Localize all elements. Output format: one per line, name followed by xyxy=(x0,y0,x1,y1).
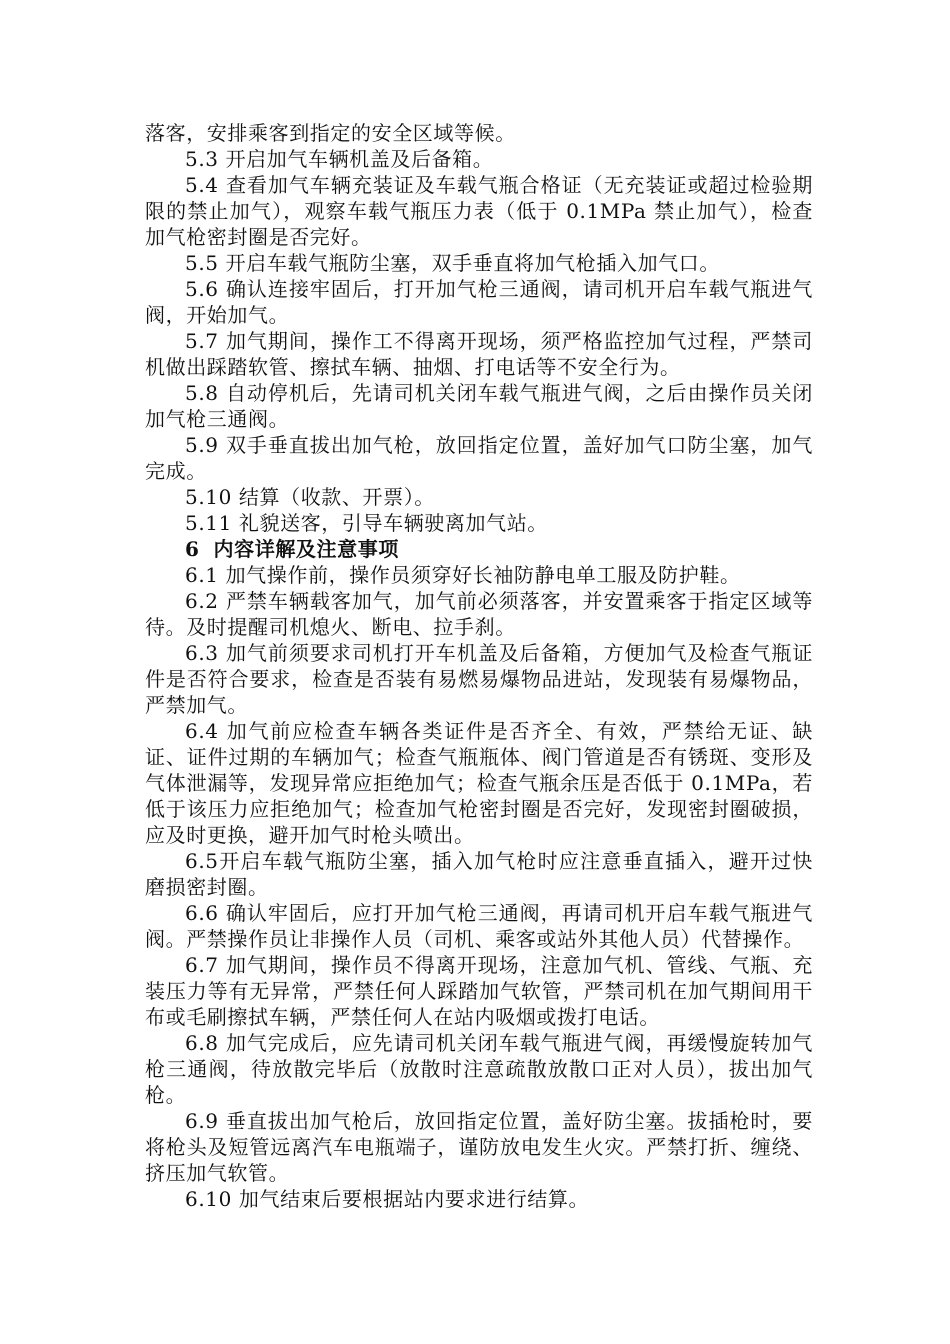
paragraph-5-8: 5.8 自动停机后，先请司机关闭车载气瓶进气阀，之后由操作员关闭加气枪三通阀。 xyxy=(145,381,813,431)
paragraph-6-7: 6.7 加气期间，操作员不得离开现场，注意加气机、管线、气瓶、充装压力等有无异常，严禁任何人踩踏加气软管，严禁司机在加气期间用干布或毛刷擦拭车辆，严禁任何人在站内吸烟或拨打电话。 xyxy=(145,953,813,1029)
paragraph-continuation: 落客，安排乘客到指定的安全区域等候。 xyxy=(145,121,516,145)
paragraph-5-7: 5.7 加气期间，操作工不得离开现场，须严格监控加气过程，严禁司机做出踩踏软管、擦拭车辆、抽烟、打电话等不安全行为。 xyxy=(145,329,813,379)
paragraph-6-6: 6.6 确认牢固后，应打开加气枪三通阀，再请司机开启车载气瓶进气阀。严禁操作员让非操作人员（司机、乘客或站外其他人员）代替操作。 xyxy=(145,901,813,951)
paragraph-6-10: 6.10 加气结束后要根据站内要求进行结算。 xyxy=(185,1187,590,1211)
paragraph-5-4: 5.4 查看加气车辆充装证及车载气瓶合格证（无充装证或超过检验期限的禁止加气），观察车载气瓶压力表（低于 0.1MPa 禁止加气），检查加气枪密封圈是否完好。 xyxy=(145,173,813,249)
document-body xyxy=(145,120,813,1212)
paragraph-5-11: 5.11 礼貌送客，引导车辆驶离加气站。 xyxy=(185,511,548,535)
section-heading-6 xyxy=(145,536,813,562)
section-title: 内容详解及注意事项 xyxy=(213,537,399,561)
paragraph-5-10: 5.10 结算（收款、开票）。 xyxy=(185,485,435,509)
paragraph-6-5: 6.5开启车载气瓶防尘塞，插入加气枪时应注意垂直插入，避开过快磨损密封圈。 xyxy=(145,849,813,899)
paragraph-6-8: 6.8 加气完成后，应先请司机关闭车载气瓶进气阀，再缓慢旋转加气枪三通阀，待放散完毕后（放散时注意疏散放散口正对人员），拔出加气枪。 xyxy=(145,1031,813,1107)
paragraph-6-2: 6.2 严禁车辆载客加气，加气前必须落客，并安置乘客于指定区域等待。及时提醒司机熄火、断电、拉手刹。 xyxy=(145,589,813,639)
section-number: 6 xyxy=(185,537,200,561)
paragraph-5-3: 5.3 开启加气车辆机盖及后备箱。 xyxy=(185,147,494,171)
paragraph-5-9: 5.9 双手垂直拔出加气枪，放回指定位置，盖好加气口防尘塞，加气完成。 xyxy=(145,433,813,483)
paragraph-6-4: 6.4 加气前应检查车辆各类证件是否齐全、有效，严禁给无证、缺证、证件过期的车辆加气；检查气瓶瓶体、阀门管道是否有锈斑、变形及气体泄漏等，发现异常应拒绝加气；检查气瓶余压是否低于 0.1MPa，若低于该压力应拒绝加气；检查加气枪密封圈是否完好，发现密封圈破损，应及时更换，避开加气时枪头喷出。 xyxy=(145,719,813,847)
paragraph-6-3: 6.3 加气前须要求司机打开车机盖及后备箱，方便加气及检查气瓶证件是否符合要求，检查是否装有易燃易爆物品进站，发现装有易爆物品，严禁加气。 xyxy=(145,641,813,717)
paragraph-5-6: 5.6 确认连接牢固后，打开加气枪三通阀，请司机开启车载气瓶进气阀，开始加气。 xyxy=(145,277,813,327)
paragraph-6-9: 6.9 垂直拔出加气枪后，放回指定位置，盖好防尘塞。拔插枪时，要将枪头及短管远离汽车电瓶端子，谨防放电发生火灾。严禁打折、缠绕、挤压加气软管。 xyxy=(145,1109,813,1185)
paragraph-6-1: 6.1 加气操作前，操作员须穿好长袖防静电单工服及防护鞋。 xyxy=(185,563,741,587)
paragraph-5-5: 5.5 开启车载气瓶防尘塞，双手垂直将加气枪插入加气口。 xyxy=(185,251,720,275)
